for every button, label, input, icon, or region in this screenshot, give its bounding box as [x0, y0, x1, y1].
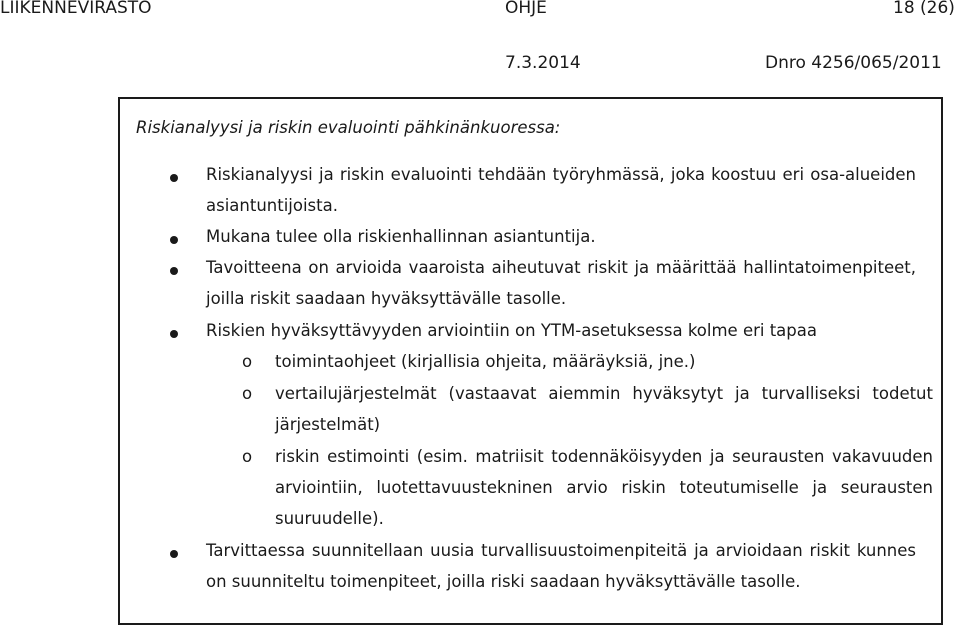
list-item: Riskianalyysi ja riskin evaluointi tehdään työryhmässä, joka koostuu eri osa-alueiden asiantuntijoista.: [206, 165, 916, 215]
bullet-icon: [170, 550, 178, 558]
list-item: Mukana tulee olla riskienhallinnan asiantuntija.: [206, 227, 596, 246]
list-item: Tarvittaessa suunnitellaan uusia turvallisuustoimenpiteitä ja arvioidaan riskit kunnes on suunniteltu toimenpiteet, joilla riski saadaan hyväksyttävälle tasolle.: [206, 541, 916, 591]
sub-list-item: toimintaohjeet (kirjallisia ohjeita, määräyksiä, jne.): [275, 352, 696, 371]
list-item: Riskien hyväksyttävyyden arviointiin on YTM-asetuksessa kolme eri tapaa: [206, 321, 817, 340]
bullet-icon: [170, 236, 178, 244]
summary-box: [118, 97, 943, 625]
sub-bullet-marker: o: [242, 384, 253, 403]
header-dnro: Dnro 4256/065/2011: [765, 53, 942, 73]
sub-bullet-marker: o: [242, 352, 253, 371]
header-date: 7.3.2014: [505, 53, 581, 73]
sub-list-item: riskin estimointi (esim. matriisit todennäköisyyden ja seurausten vakavuuden arviointiin, luotettavuustekninen arvio riskin toteutumiselle ja seurausten suuruudelle).: [275, 447, 933, 528]
list-item: Tavoitteena on arvioida vaaroista aiheutuvat riskit ja määrittää hallintatoimenpiteet, joilla riskit saadaan hyväksyttävälle tasolle.: [206, 258, 916, 308]
box-title: Riskianalyysi ja riskin evaluointi pähkinänkuoressa:: [136, 118, 561, 137]
sub-bullet-marker: o: [242, 447, 253, 466]
sub-list-item: vertailujärjestelmät (vastaavat aiemmin hyväksytyt ja turvalliseksi todetut järjestelmät): [275, 384, 933, 434]
bullet-icon: [170, 330, 178, 338]
bullet-icon: [170, 267, 178, 275]
header-doc-type: OHJE: [505, 0, 547, 18]
header-organization: LIIKENNEVIRASTO: [0, 0, 152, 18]
bullet-icon: [170, 174, 178, 182]
header-page-number: 18 (26): [893, 0, 955, 18]
